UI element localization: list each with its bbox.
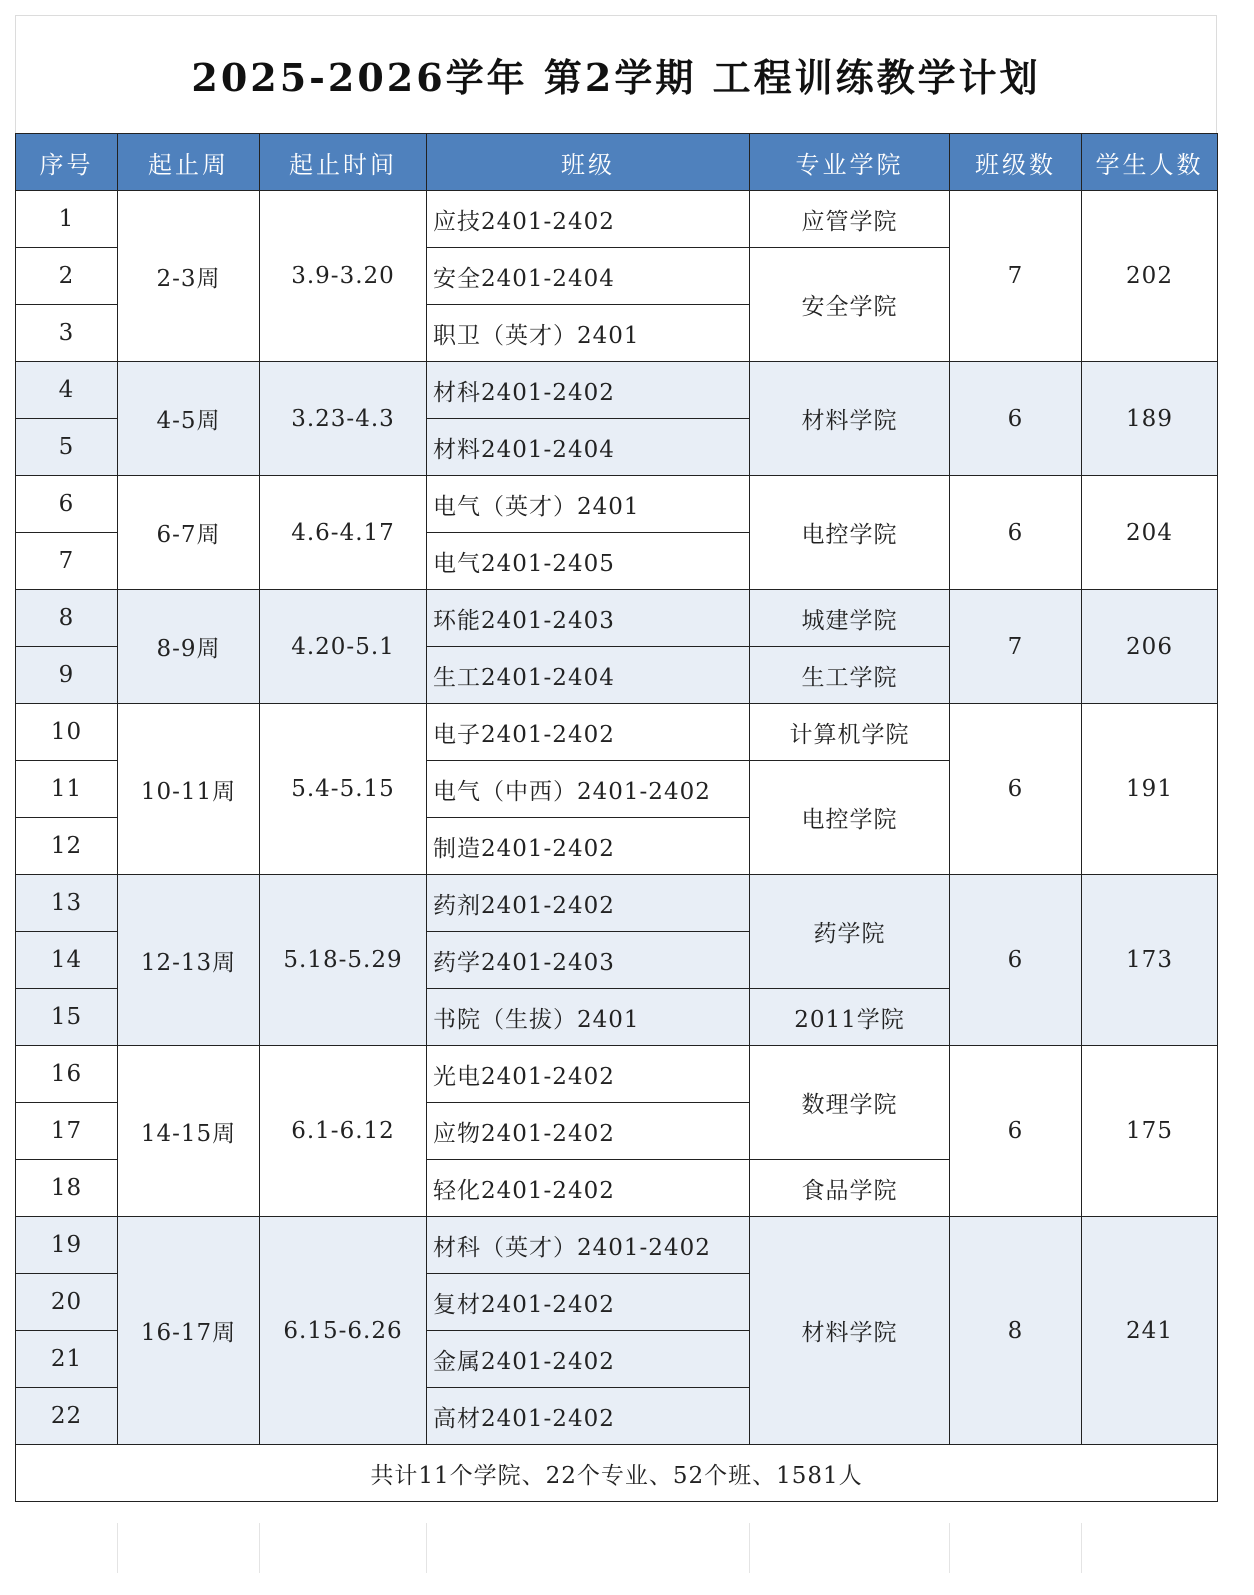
header-students[interactable]: 学生人数 [1082, 134, 1218, 191]
cell-weeks[interactable]: 4-5周 [118, 362, 260, 476]
cell-index[interactable]: 1 [16, 191, 118, 248]
cell-class[interactable]: 轻化2401-2402 [427, 1160, 750, 1217]
cell-students[interactable]: 191 [1082, 704, 1218, 875]
cell-class[interactable]: 电气2401-2405 [427, 533, 750, 590]
cell-weeks[interactable]: 2-3周 [118, 191, 260, 362]
cell-class[interactable]: 应物2401-2402 [427, 1103, 750, 1160]
cell-index[interactable]: 3 [16, 305, 118, 362]
cell-weeks[interactable]: 12-13周 [118, 875, 260, 1046]
cell-class-count[interactable]: 6 [950, 1046, 1082, 1217]
cell-college[interactable]: 药学院 [750, 875, 950, 989]
cell-class[interactable]: 复材2401-2402 [427, 1274, 750, 1331]
cell-index[interactable]: 18 [16, 1160, 118, 1217]
cell-class-count[interactable]: 7 [950, 590, 1082, 704]
gridline [749, 1523, 750, 1573]
cell-students[interactable]: 189 [1082, 362, 1218, 476]
cell-class[interactable]: 制造2401-2402 [427, 818, 750, 875]
cell-students[interactable]: 206 [1082, 590, 1218, 704]
cell-index[interactable]: 12 [16, 818, 118, 875]
cell-index[interactable]: 16 [16, 1046, 118, 1103]
cell-dates[interactable]: 3.9-3.20 [260, 191, 427, 362]
cell-class[interactable]: 电气（中西）2401-2402 [427, 761, 750, 818]
cell-index[interactable]: 5 [16, 419, 118, 476]
table-row [16, 362, 1218, 419]
cell-college[interactable]: 电控学院 [750, 761, 950, 875]
gridline [259, 1523, 260, 1573]
cell-weeks[interactable]: 14-15周 [118, 1046, 260, 1217]
cell-weeks[interactable]: 8-9周 [118, 590, 260, 704]
cell-dates[interactable]: 6.15-6.26 [260, 1217, 427, 1445]
cell-class[interactable]: 材科（英才）2401-2402 [427, 1217, 750, 1274]
cell-index[interactable]: 15 [16, 989, 118, 1046]
cell-students[interactable]: 173 [1082, 875, 1218, 1046]
gridline [426, 1523, 427, 1573]
gridline [1081, 1523, 1082, 1573]
cell-class[interactable]: 安全2401-2404 [427, 248, 750, 305]
cell-index[interactable]: 2 [16, 248, 118, 305]
table-row [16, 1217, 1218, 1274]
cell-class-count[interactable]: 7 [950, 191, 1082, 362]
header-row [16, 134, 1218, 191]
cell-index[interactable]: 10 [16, 704, 118, 761]
cell-index[interactable]: 20 [16, 1274, 118, 1331]
cell-class[interactable]: 药学2401-2403 [427, 932, 750, 989]
cell-students[interactable]: 175 [1082, 1046, 1218, 1217]
cell-college[interactable]: 电控学院 [750, 476, 950, 590]
cell-index[interactable]: 11 [16, 761, 118, 818]
cell-index[interactable]: 19 [16, 1217, 118, 1274]
table-row [16, 875, 1218, 932]
summary-cell[interactable]: 共计11个学院、22个专业、52个班、1581人 [16, 1445, 1218, 1502]
cell-dates[interactable]: 5.4-5.15 [260, 704, 427, 875]
cell-college[interactable]: 2011学院 [750, 989, 950, 1046]
cell-college[interactable]: 材料学院 [750, 1217, 950, 1445]
header-dates[interactable]: 起止时间 [260, 134, 427, 191]
cell-class[interactable]: 书院（生拔）2401 [427, 989, 750, 1046]
teaching-plan-table [15, 133, 1218, 1502]
cell-college[interactable]: 数理学院 [750, 1046, 950, 1160]
cell-class[interactable]: 电子2401-2402 [427, 704, 750, 761]
table-row [16, 191, 1218, 248]
table-row [16, 476, 1218, 533]
cell-class[interactable]: 电气（英才）2401 [427, 476, 750, 533]
cell-index[interactable]: 6 [16, 476, 118, 533]
cell-class-count[interactable]: 8 [950, 1217, 1082, 1445]
cell-class[interactable]: 应技2401-2402 [427, 191, 750, 248]
cell-class[interactable]: 生工2401-2404 [427, 647, 750, 704]
spreadsheet [15, 15, 1217, 1575]
cell-dates[interactable]: 4.6-4.17 [260, 476, 427, 590]
cell-class[interactable]: 光电2401-2402 [427, 1046, 750, 1103]
cell-class[interactable]: 职卫（英才）2401 [427, 305, 750, 362]
cell-index[interactable]: 9 [16, 647, 118, 704]
cell-dates[interactable]: 4.20-5.1 [260, 590, 427, 704]
cell-class-count[interactable]: 6 [950, 704, 1082, 875]
cell-weeks[interactable]: 6-7周 [118, 476, 260, 590]
table-row [16, 590, 1218, 647]
cell-class-count[interactable]: 6 [950, 476, 1082, 590]
cell-class[interactable]: 药剂2401-2402 [427, 875, 750, 932]
header-index[interactable]: 序号 [16, 134, 118, 191]
cell-index[interactable]: 21 [16, 1331, 118, 1388]
cell-index[interactable]: 8 [16, 590, 118, 647]
cell-class[interactable]: 材料2401-2404 [427, 419, 750, 476]
cell-dates[interactable]: 5.18-5.29 [260, 875, 427, 1046]
table-row [16, 1046, 1218, 1103]
cell-college[interactable]: 安全学院 [750, 248, 950, 362]
cell-class[interactable]: 材科2401-2402 [427, 362, 750, 419]
cell-weeks[interactable]: 16-17周 [118, 1217, 260, 1445]
cell-class-count[interactable]: 6 [950, 362, 1082, 476]
cell-class[interactable]: 高材2401-2402 [427, 1388, 750, 1445]
cell-class[interactable]: 环能2401-2403 [427, 590, 750, 647]
cell-college[interactable]: 应管学院 [750, 191, 950, 248]
cell-college[interactable]: 生工学院 [750, 647, 950, 704]
cell-college[interactable]: 计算机学院 [750, 704, 950, 761]
header-class[interactable]: 班级 [427, 134, 750, 191]
cell-class[interactable]: 金属2401-2402 [427, 1331, 750, 1388]
cell-index[interactable]: 13 [16, 875, 118, 932]
cell-dates[interactable]: 6.1-6.12 [260, 1046, 427, 1217]
gridline [949, 1523, 950, 1573]
cell-college[interactable]: 材料学院 [750, 362, 950, 476]
table-row [16, 704, 1218, 761]
cell-index[interactable]: 7 [16, 533, 118, 590]
header-weeks[interactable]: 起止周 [118, 134, 260, 191]
cell-class-count[interactable]: 6 [950, 875, 1082, 1046]
cell-students[interactable]: 204 [1082, 476, 1218, 590]
cell-index[interactable]: 14 [16, 932, 118, 989]
cell-index[interactable]: 22 [16, 1388, 118, 1445]
cell-index[interactable]: 4 [16, 362, 118, 419]
table-body [16, 191, 1218, 1445]
cell-college[interactable]: 食品学院 [750, 1160, 950, 1217]
gridline [117, 1523, 118, 1573]
cell-students[interactable]: 202 [1082, 191, 1218, 362]
cell-index[interactable]: 17 [16, 1103, 118, 1160]
sheet-title: 2025-2026学年 第2学期 工程训练教学计划 [15, 15, 1217, 133]
header-class-count[interactable]: 班级数 [950, 134, 1082, 191]
header-college[interactable]: 专业学院 [750, 134, 950, 191]
summary-row [16, 1445, 1218, 1502]
cell-students[interactable]: 241 [1082, 1217, 1218, 1445]
cell-weeks[interactable]: 10-11周 [118, 704, 260, 875]
cell-dates[interactable]: 3.23-4.3 [260, 362, 427, 476]
cell-college[interactable]: 城建学院 [750, 590, 950, 647]
